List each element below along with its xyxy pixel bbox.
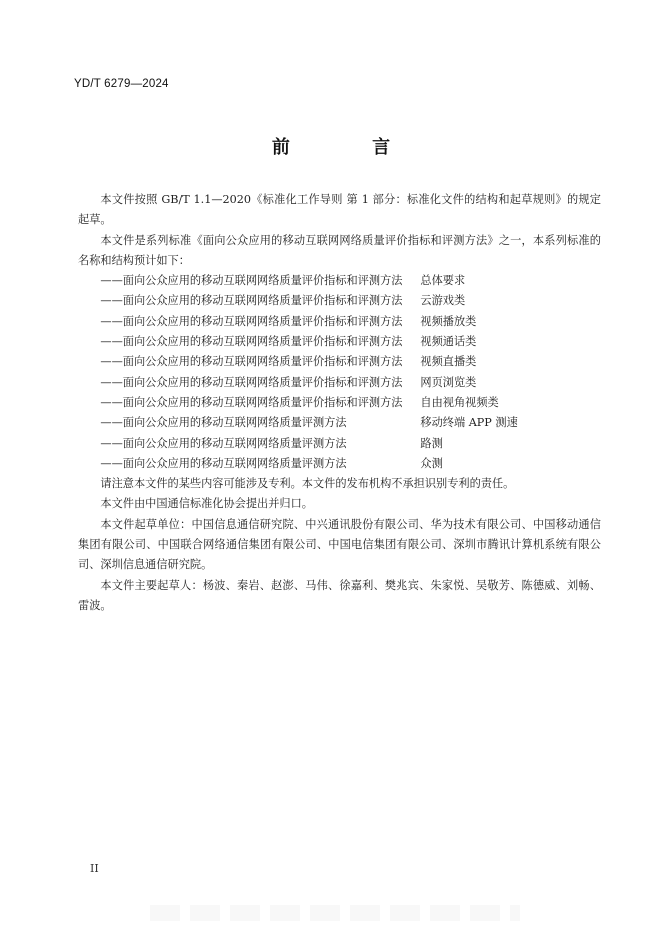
series-list-item bbox=[78, 312, 601, 332]
series-list-item bbox=[78, 454, 601, 474]
series-list bbox=[78, 271, 601, 474]
series-item-title: ——面向公众应用的移动互联网网络质量评测方法 bbox=[100, 416, 347, 430]
series-item-title: ——面向公众应用的移动互联网网络质量评测方法 bbox=[100, 456, 347, 470]
series-list-item bbox=[78, 434, 601, 454]
series-item-title: ——面向公众应用的移动互联网网络质量评价指标和评测方法 bbox=[100, 314, 403, 328]
series-item-title: ——面向公众应用的移动互联网网络质量评测方法 bbox=[100, 436, 347, 450]
series-list-item bbox=[78, 413, 601, 433]
watermark bbox=[150, 905, 520, 921]
series-item-part: 路测 bbox=[420, 436, 443, 450]
series-item-part: 云游戏类 bbox=[420, 294, 466, 308]
series-item-part: 移动终端 APP 测速 bbox=[420, 416, 518, 430]
series-item-part: 视频通话类 bbox=[420, 335, 477, 349]
series-list-item bbox=[78, 332, 601, 352]
series-item-part: 众测 bbox=[420, 456, 443, 470]
series-item-part: 网页浏览类 bbox=[420, 375, 477, 389]
page-title: 前 言 bbox=[271, 137, 429, 158]
series-list-item bbox=[78, 393, 601, 413]
series-item-title: ——面向公众应用的移动互联网网络质量评价指标和评测方法 bbox=[100, 274, 403, 288]
series-item-title: ——面向公众应用的移动互联网网络质量评价指标和评测方法 bbox=[100, 375, 403, 389]
standard-code: YD/T 6279—2024 bbox=[74, 78, 169, 90]
series-item-title: ——面向公众应用的移动互联网网络质量评价指标和评测方法 bbox=[100, 395, 403, 409]
series-item-part: 视频播放类 bbox=[420, 314, 477, 328]
series-item-part: 自由视角视频类 bbox=[420, 395, 499, 409]
proposer-statement: 本文件由中国通信标准化协会提出并归口。 bbox=[100, 497, 313, 511]
drafting-basis-paragraph: 本文件按照 GB/T 1.1—2020《标准化工作导则 第 1 部分：标准化文件的结构和起草规则》的规定起草。 bbox=[78, 193, 601, 227]
series-list-item bbox=[78, 291, 601, 311]
drafting-units: 本文件起草单位：中国信息通信研究院、中兴通讯股份有限公司、华为技术有限公司、中国移动通信集团有限公司、中国联合网络通信集团有限公司、中国电信集团有限公司、深圳市腾讯计算机系统有限公司、深圳信息通信研究院。 bbox=[78, 517, 601, 572]
series-item-part: 总体要求 bbox=[420, 274, 466, 288]
series-item-title: ——面向公众应用的移动互联网网络质量评价指标和评测方法 bbox=[100, 335, 403, 349]
foreword-body bbox=[78, 190, 601, 616]
series-list-item bbox=[78, 271, 601, 291]
series-intro-paragraph: 本文件是系列标准《面向公众应用的移动互联网网络质量评价指标和评测方法》之一，本系列标准的名称和结构预计如下： bbox=[78, 233, 601, 267]
series-list-item bbox=[78, 352, 601, 372]
series-list-item bbox=[78, 373, 601, 393]
page-number: II bbox=[90, 862, 99, 875]
series-item-part: 视频直播类 bbox=[420, 355, 477, 369]
drafters: 本文件主要起草人：杨波、秦岩、赵澎、马伟、徐嘉利、樊兆宾、朱家悦、吴敬芳、陈德威、刘畅、雷波。 bbox=[78, 578, 601, 612]
patent-notice: 请注意本文件的某些内容可能涉及专利。本文件的发布机构不承担识别专利的责任。 bbox=[100, 477, 515, 491]
series-item-title: ——面向公众应用的移动互联网网络质量评价指标和评测方法 bbox=[100, 294, 403, 308]
series-item-title: ——面向公众应用的移动互联网网络质量评价指标和评测方法 bbox=[100, 355, 403, 369]
